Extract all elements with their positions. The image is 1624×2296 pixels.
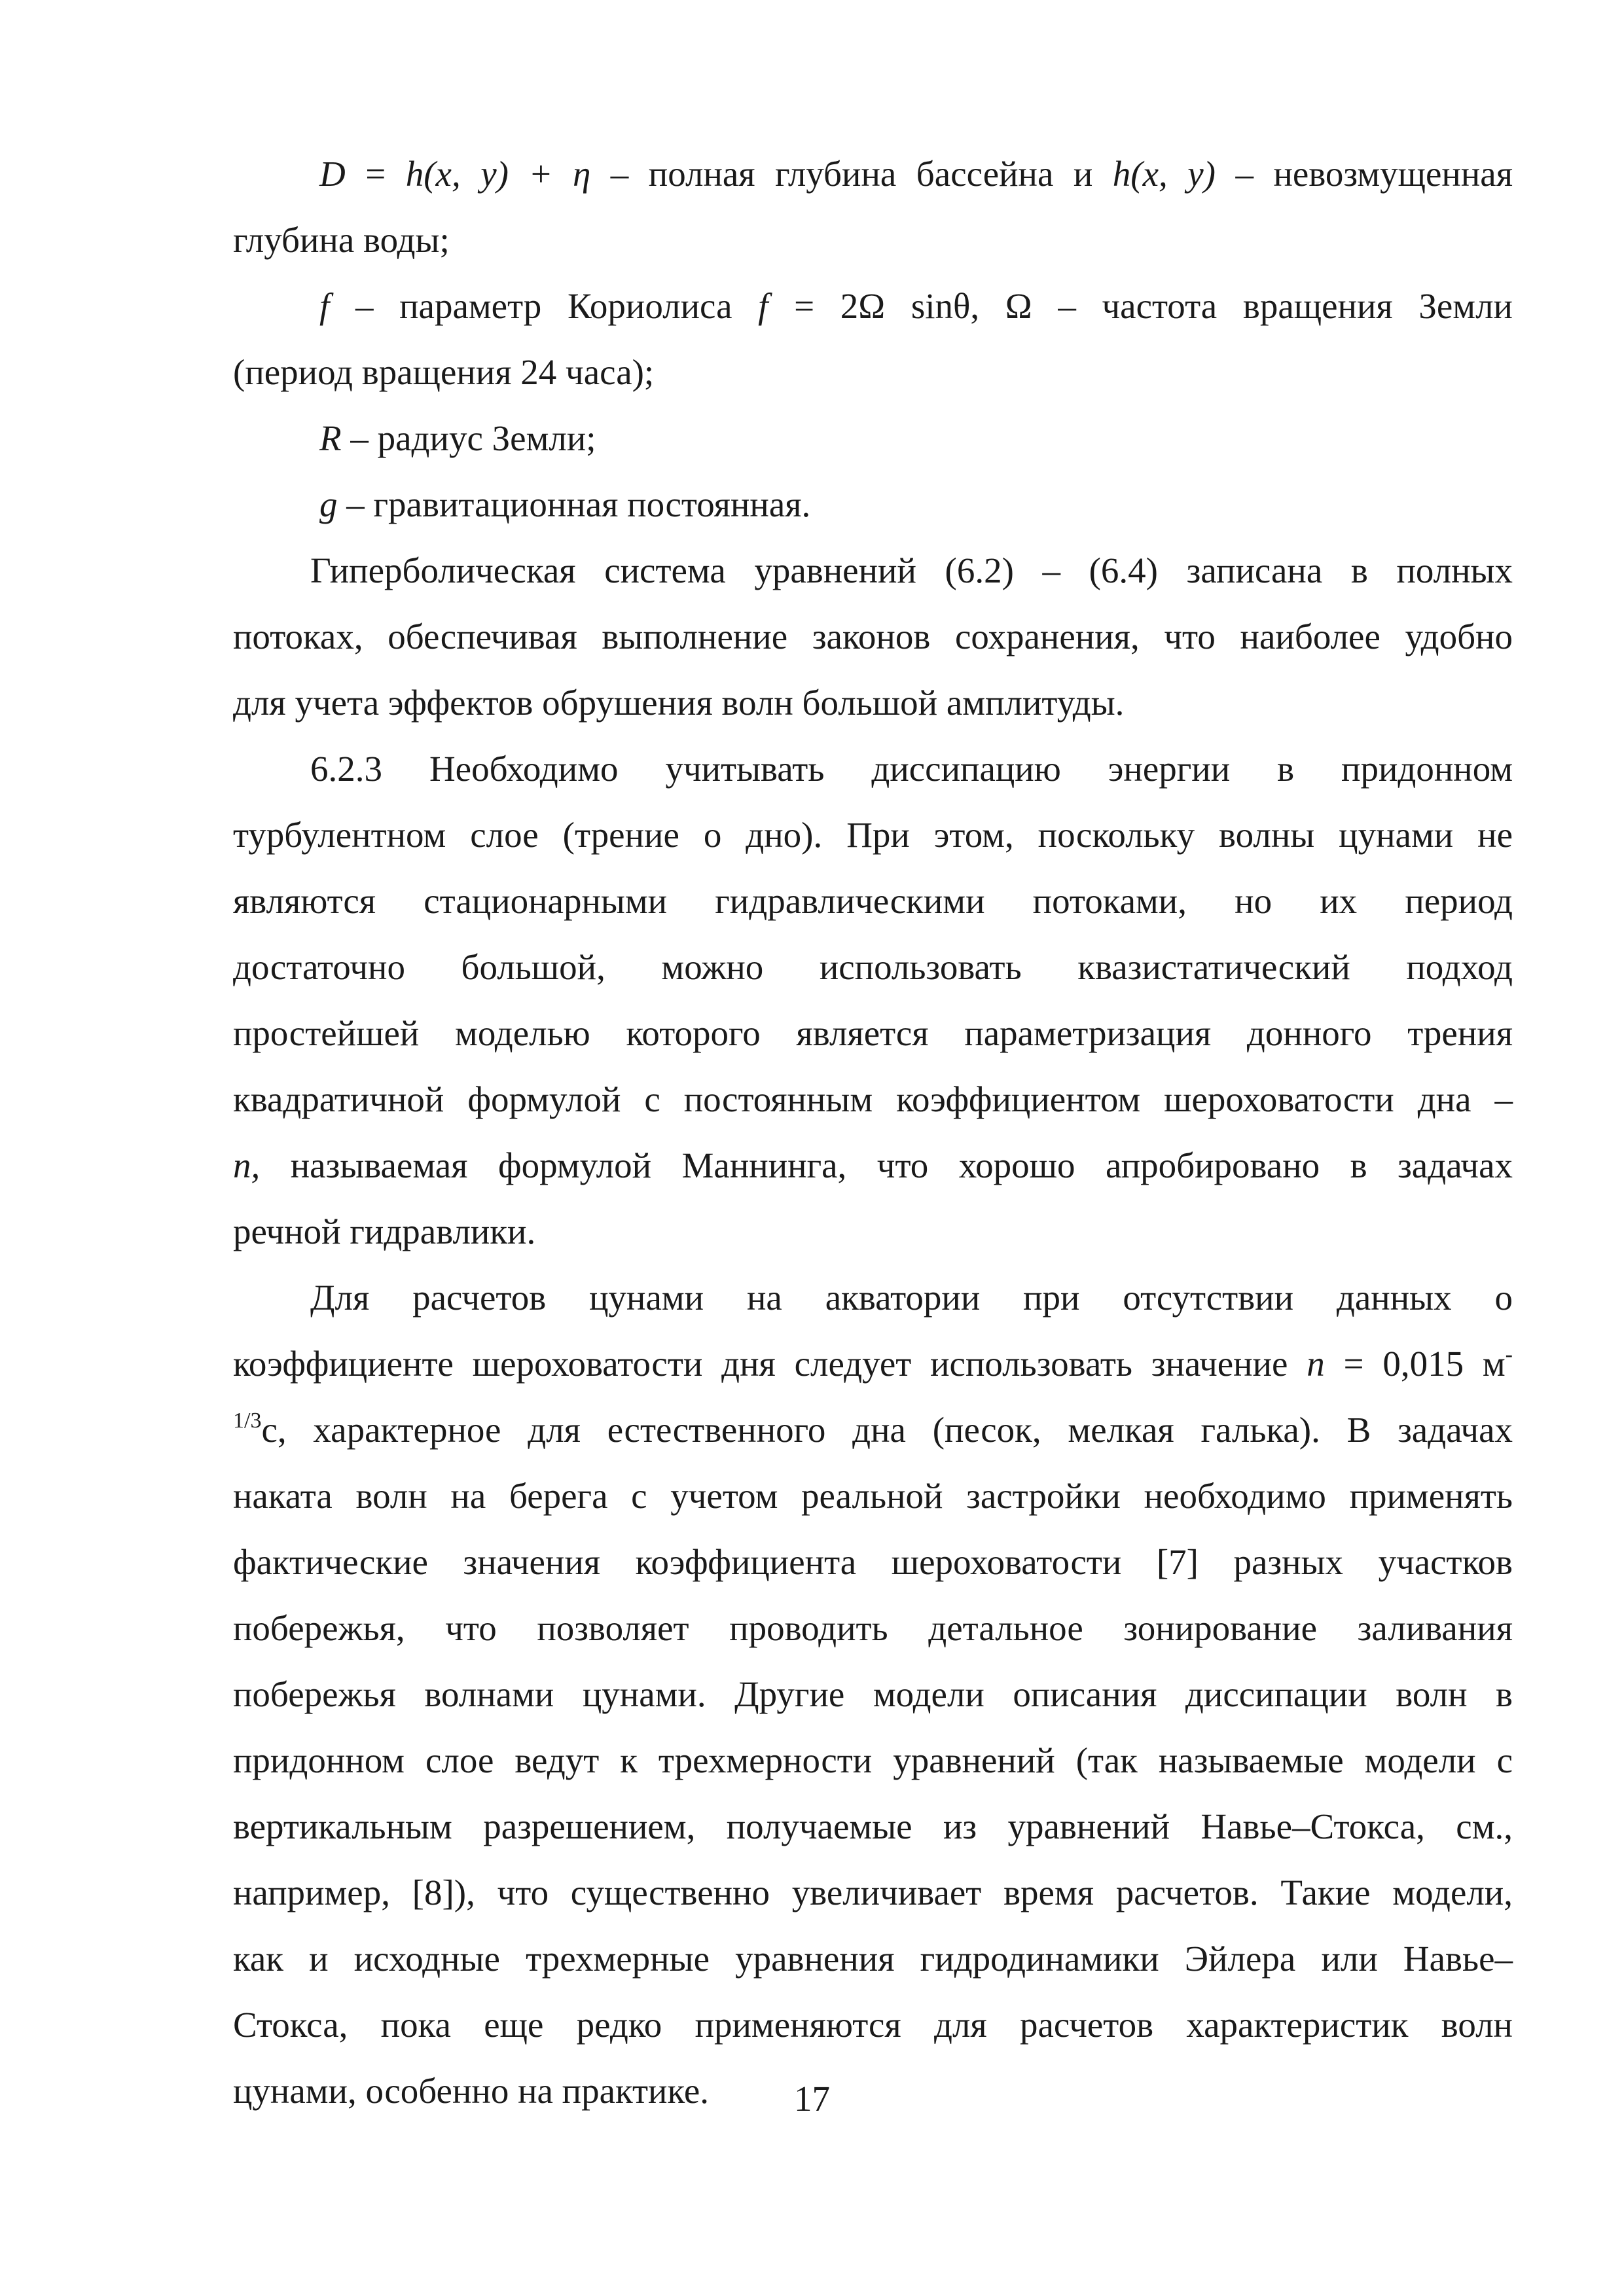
para3-line: фактические значения коэффициента шероховатости [7] разных участков xyxy=(233,1542,1513,1582)
para3-line: побережья, что позволяет проводить детальное зонирование заливания xyxy=(233,1608,1513,1648)
para3-line: коэффициенте шероховатости дня следует использовать значение n = 0,015 м- xyxy=(233,1342,1513,1384)
para1-line: потоках, обеспечивая выполнение законов сохранения, что наиболее удобно xyxy=(233,617,1513,656)
definition-gravity: g – гравитационная постоянная. xyxy=(319,484,811,524)
para3-line: $^{1/3}$с, характерное для естественного дна (песок, мелкая галька). В задачах xyxy=(233,1408,1513,1450)
definition-coriolis-line: f – параметр Кориолиса f = 2Ω sinθ, Ω – частота вращения Земли xyxy=(319,286,1513,326)
para1-line: Гиперболическая система уравнений (6.2) – (6.4) записана в полных xyxy=(310,550,1513,590)
para3-line: наката волн на берега с учетом реальной застройки необходимо применять xyxy=(233,1476,1513,1516)
definition-coriolis-cont: (период вращения 24 часа); xyxy=(233,352,655,392)
para3-line: как и исходные трехмерные уравнения гидродинамики Эйлера или Навье– xyxy=(233,1939,1513,1979)
para3-line: цунами, особенно на практике. xyxy=(233,2071,710,2111)
para3-line: придонном слое ведут к трехмерности уравнений (так называемые модели с xyxy=(233,1740,1513,1780)
definition-depth-line: D = h(x, y) + η – полная глубина бассейна и h(x, y) – невозмущенная xyxy=(319,154,1513,194)
symbol-d: D xyxy=(319,154,346,194)
para2-line: квадратичной формулой с постоянным коэффициентом шероховатости дна – xyxy=(233,1079,1513,1119)
para3-line: побережья волнами цунами. Другие модели описания диссипации волн в xyxy=(233,1674,1513,1714)
para2-line: простейшей моделью которого является параметризация донного трения xyxy=(233,1013,1513,1053)
document-page xyxy=(233,141,1513,2124)
definition-depth-cont: глубина воды; xyxy=(233,220,450,260)
para2-line: являются стационарными гидравлическими потоками, но их период xyxy=(233,881,1513,921)
para2-line: n, называемая формулой Маннинга, что хорошо апробировано в задачах xyxy=(233,1145,1513,1185)
para2-line: 6.2.3 Необходимо учитывать диссипацию энергии в придонном xyxy=(310,749,1513,789)
para3-line: Стокса, пока еще редко применяются для расчетов характеристик волн xyxy=(233,2005,1513,2045)
page-number: 17 xyxy=(794,2079,830,2119)
definition-radius: R – радиус Земли; xyxy=(319,418,596,458)
para3-line: например, [8]), что существенно увеличивает время расчетов. Такие модели, xyxy=(233,1873,1513,1912)
para3-line: Для расчетов цунами на акватории при отсутствии данных о xyxy=(310,1278,1513,1318)
symbol-eta: η xyxy=(573,154,591,194)
para1-line: для учета эффектов обрушения волн большой амплитуды. xyxy=(233,683,1125,723)
para2-line: достаточно большой, можно использовать квазистатический подход xyxy=(233,947,1513,987)
para2-line: речной гидравлики. xyxy=(233,1211,536,1251)
para3-line: вертикальным разрешением, получаемые из уравнений Навье–Стокса, см., xyxy=(233,1806,1513,1846)
para2-line: турбулентном слое (трение о дно). При этом, поскольку волны цунами не xyxy=(233,815,1513,855)
